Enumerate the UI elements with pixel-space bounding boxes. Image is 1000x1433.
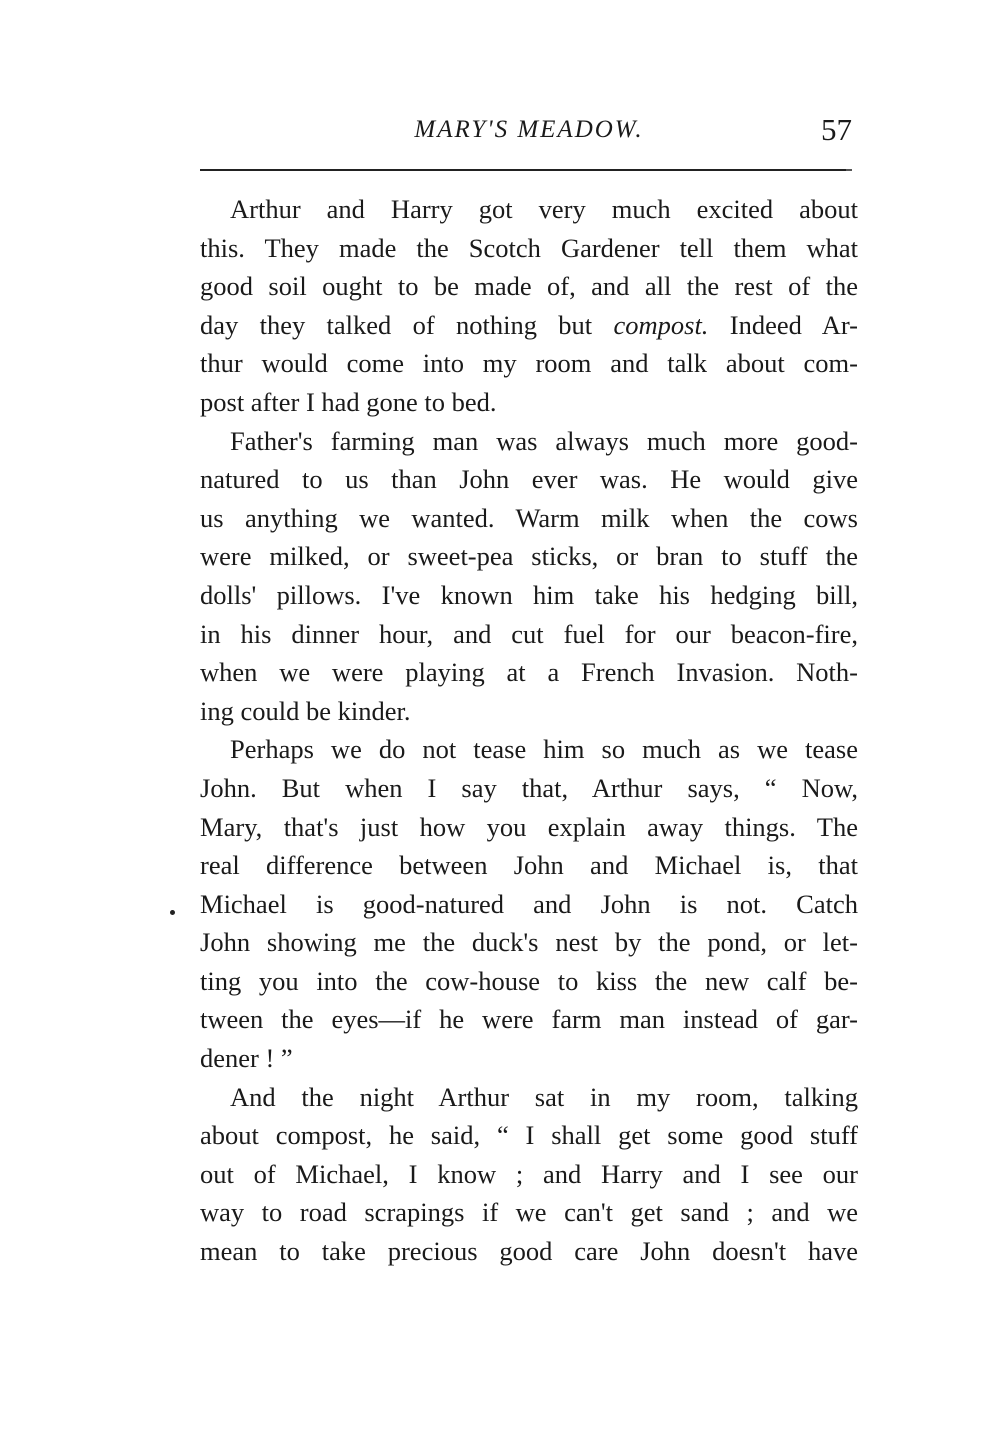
text-line: out of Michael, I know ; and Harry and I see our xyxy=(200,1158,858,1189)
text-line: natured to us than John ever was. He would give xyxy=(200,464,858,495)
text-line: Arthur and Harry got very much excited about xyxy=(230,194,858,224)
header-rule-tick xyxy=(846,169,852,171)
text-line: ing could be kinder. xyxy=(200,695,411,726)
running-title: MARY'S MEADOW. xyxy=(414,116,644,143)
text-line: when we were playing at a French Invasion. Noth- xyxy=(200,657,858,688)
running-head xyxy=(200,112,858,156)
paragraph xyxy=(200,422,858,731)
text-line: way to road scrapings if we can't get sand ; and we xyxy=(200,1197,858,1228)
paragraph xyxy=(200,1078,858,1271)
text-line: were milked, or sweet-pea sticks, or bran to stuff the xyxy=(200,541,858,572)
text-line: And the night Arthur sat in my room, talking xyxy=(230,1081,858,1112)
text-line: Father's farming man was always much more good- xyxy=(230,425,858,456)
text-line: dener ! ” xyxy=(200,1043,293,1074)
text-line: real difference between John and Michael is, that xyxy=(200,850,858,881)
header-rule xyxy=(200,169,852,171)
text-line: Mary, that's just how you explain away things. The xyxy=(200,811,858,842)
text-line: us anything we wanted. Warm milk when the cows xyxy=(200,502,858,533)
text-line: tween the eyes—if he were farm man instead of gar- xyxy=(200,1004,858,1035)
text-line: dolls' pillows. I've known him take his hedging bill, xyxy=(200,579,858,610)
text-line: thur would come into my room and talk about com- xyxy=(200,348,858,379)
text-line: good soil ought to be made of, and all the rest of the xyxy=(200,271,858,302)
text-segment: Indeed Ar- xyxy=(708,309,858,340)
margin-mark xyxy=(170,910,175,915)
text-line: about compost, he said, “ I shall get some good stuff xyxy=(200,1120,858,1151)
text-line: mean to take precious good care John doesn't have xyxy=(200,1236,858,1267)
text-line: in his dinner hour, and cut fuel for our beacon-fire, xyxy=(200,618,858,649)
text-line: Perhaps we do not tease him so much as we tease xyxy=(230,734,858,765)
text-line: John. But when I say that, Arthur says, “ Now, xyxy=(200,772,858,803)
paragraph xyxy=(200,730,858,1077)
page-number: 57 xyxy=(821,112,852,147)
text-line: Michael is good-natured and John is not. Catch xyxy=(200,888,858,919)
text-line: ting you into the cow-house to kiss the new calf be- xyxy=(200,965,858,996)
text-line xyxy=(200,306,858,345)
text-line: this. They made the Scotch Gardener tell them what xyxy=(200,232,858,263)
paragraph xyxy=(200,190,858,422)
text-line: post after I had gone to bed. xyxy=(200,386,497,417)
text-segment: day they talked of nothing but xyxy=(200,309,614,340)
body-text xyxy=(200,190,858,1271)
emphasized-word: compost. xyxy=(613,309,709,340)
text-line: John showing me the duck's nest by the pond, or let- xyxy=(200,927,858,958)
